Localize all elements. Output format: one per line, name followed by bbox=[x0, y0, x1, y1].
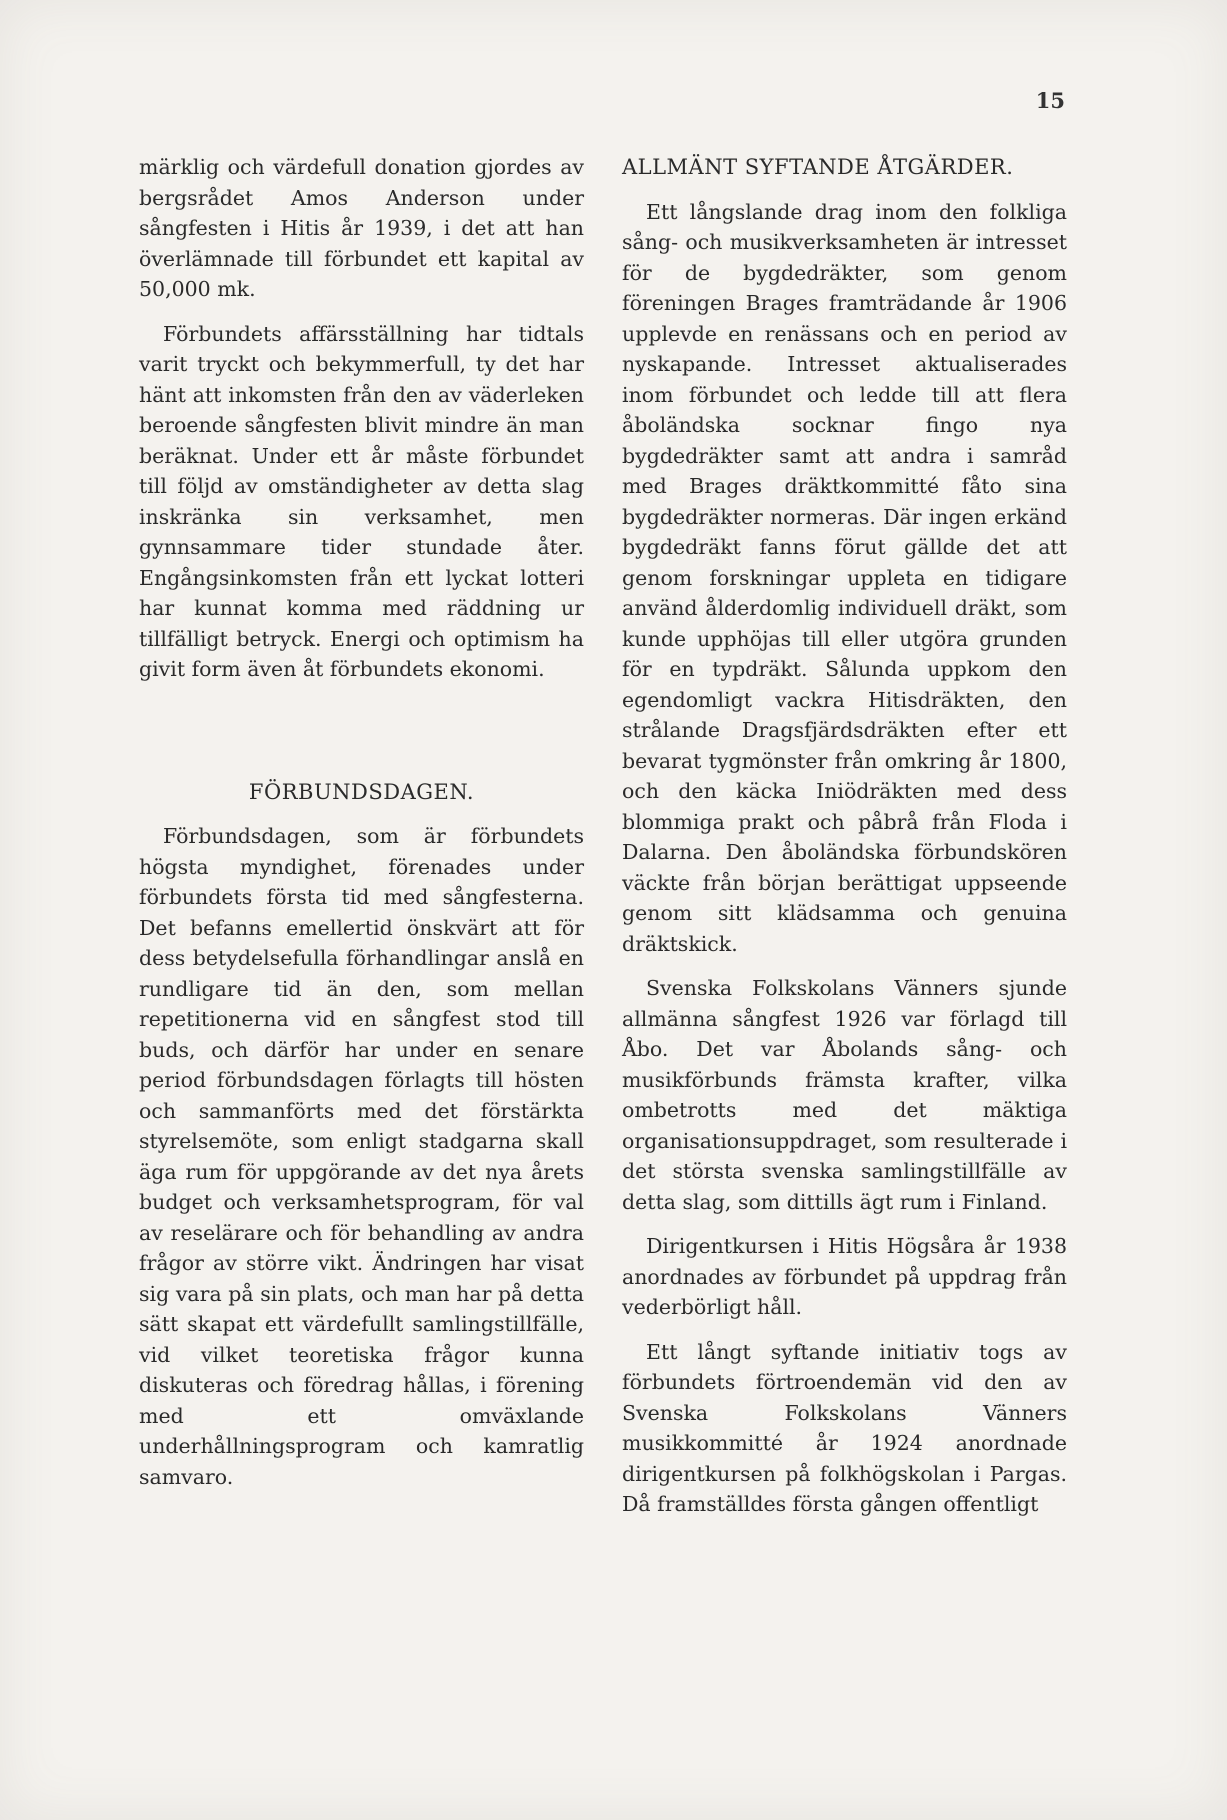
right-column bbox=[622, 152, 1067, 1534]
left-column bbox=[139, 152, 584, 1506]
paragraph: Förbundsdagen, som är förbundets högsta myndighet, förenades under förbundets första tid med sångfesterna. Det befanns emellertid önskvärt att för dess betydelsefulla förhandlingar anslå en rundligare tid än den, som mellan repetitionerna vid en sångfest stod till buds, och därför har under en senare period förbundsdagen förlagts till hösten och sammanförts med det förstärkta styrelsemöte, som enligt stadgarna skall äga rum för uppgörande av det nya årets budget och verksamhetsprogram, för val av reselärare och för behandling av andra frågor av större vikt. Ändringen har visat sig vara på sin plats, och man har på detta sätt skapat ett värdefullt samlingstillfälle, vid vilket teoretiska frågor kunna diskuteras och föredrag hållas, i förening med ett omväxlande underhållningsprogram och kamratlig samvaro. bbox=[139, 824, 584, 1489]
paragraph: märklig och värdefull donation gjordes av bergsrådet Amos Anderson under sångfesten i Hitis år 1939, i det att han överlämnade till förbundet ett kapital av 50,000 mk. bbox=[139, 155, 584, 301]
paragraph: Ett långslande drag inom den folkliga sång- och musikverksamheten är intresset för de bygdedräkter, som genom föreningen Brages framträdande år 1906 upplevde en renässans och en period av nyskapande. Intresset aktualiserades inom förbundet och ledde till att flera åboländska socknar fingo nya bygdedräkter samt att andra i samråd med Brages dräktkommitté fåto sina bygdedräkter normeras. Där ingen erkänd bygdedräkt fanns förut gällde det att genom forskningar uppleta en tidigare använd ålderdomlig individuell dräkt, som kunde upphöjas till eller utgöra grunden för en typdräkt. Sålunda uppkom den egendomligt vackra Hitisdräkten, den strålande Dragsfjärdsdräkten efter ett bevarat tygmönster från omkring år 1800, och den käcka Iniödräkten med dess blommiga prakt och påbrå från Floda i Dalarna. Den åboländska förbundskören väckte från början berättigat uppseende genom sitt klädsamma och genuina dräktskick. bbox=[622, 199, 1067, 956]
page-number: 15 bbox=[1035, 88, 1065, 113]
paragraph: Förbundets affärsställning har tidtals varit tryckt och bekymmerfull, ty det har hänt att inkomsten från den av väderleken beroende sångfesten blivit mindre än man beräknat. Under ett år måste förbundet till följd av omständigheter av detta slag inskränka sin verksamhet, men gynnsammare tider stundade åter. Engångsinkomsten från ett lyckat lotteri har kunnat komma med räddning ur tillfälligt betryck. Energi och optimism ha givit form även åt förbundets ekonomi. bbox=[139, 321, 584, 681]
paragraph: Svenska Folkskolans Vänners sjunde allmänna sångfest 1926 var förlagd till Åbo. Det var Åbolands sång- och musikförbunds främsta krafter, vilka ombetrotts med det mäktiga organisationsuppdraget, som resulterade i det största svenska samlingstillfälle av detta slag, som dittills ägt rum i Finland. bbox=[622, 976, 1067, 1214]
paragraph: Ett långt syftande initiativ togs av förbundets förtroendemän vid den av Svenska Folkskolans Vänners musikkommitté år 1924 anordnade dirigentkursen på folkhögskolan i Pargas. Då framställdes första gången offentligt bbox=[622, 1339, 1067, 1516]
section-heading: FÖRBUNDSDAGEN. bbox=[248, 779, 475, 804]
section-heading: ALLMÄNT SYFTANDE ÅTGÄRDER. bbox=[622, 155, 1014, 179]
paragraph: Dirigentkursen i Hitis Högsåra år 1938 anordnades av förbundet på uppdrag från vederbörligt håll. bbox=[622, 1234, 1067, 1319]
